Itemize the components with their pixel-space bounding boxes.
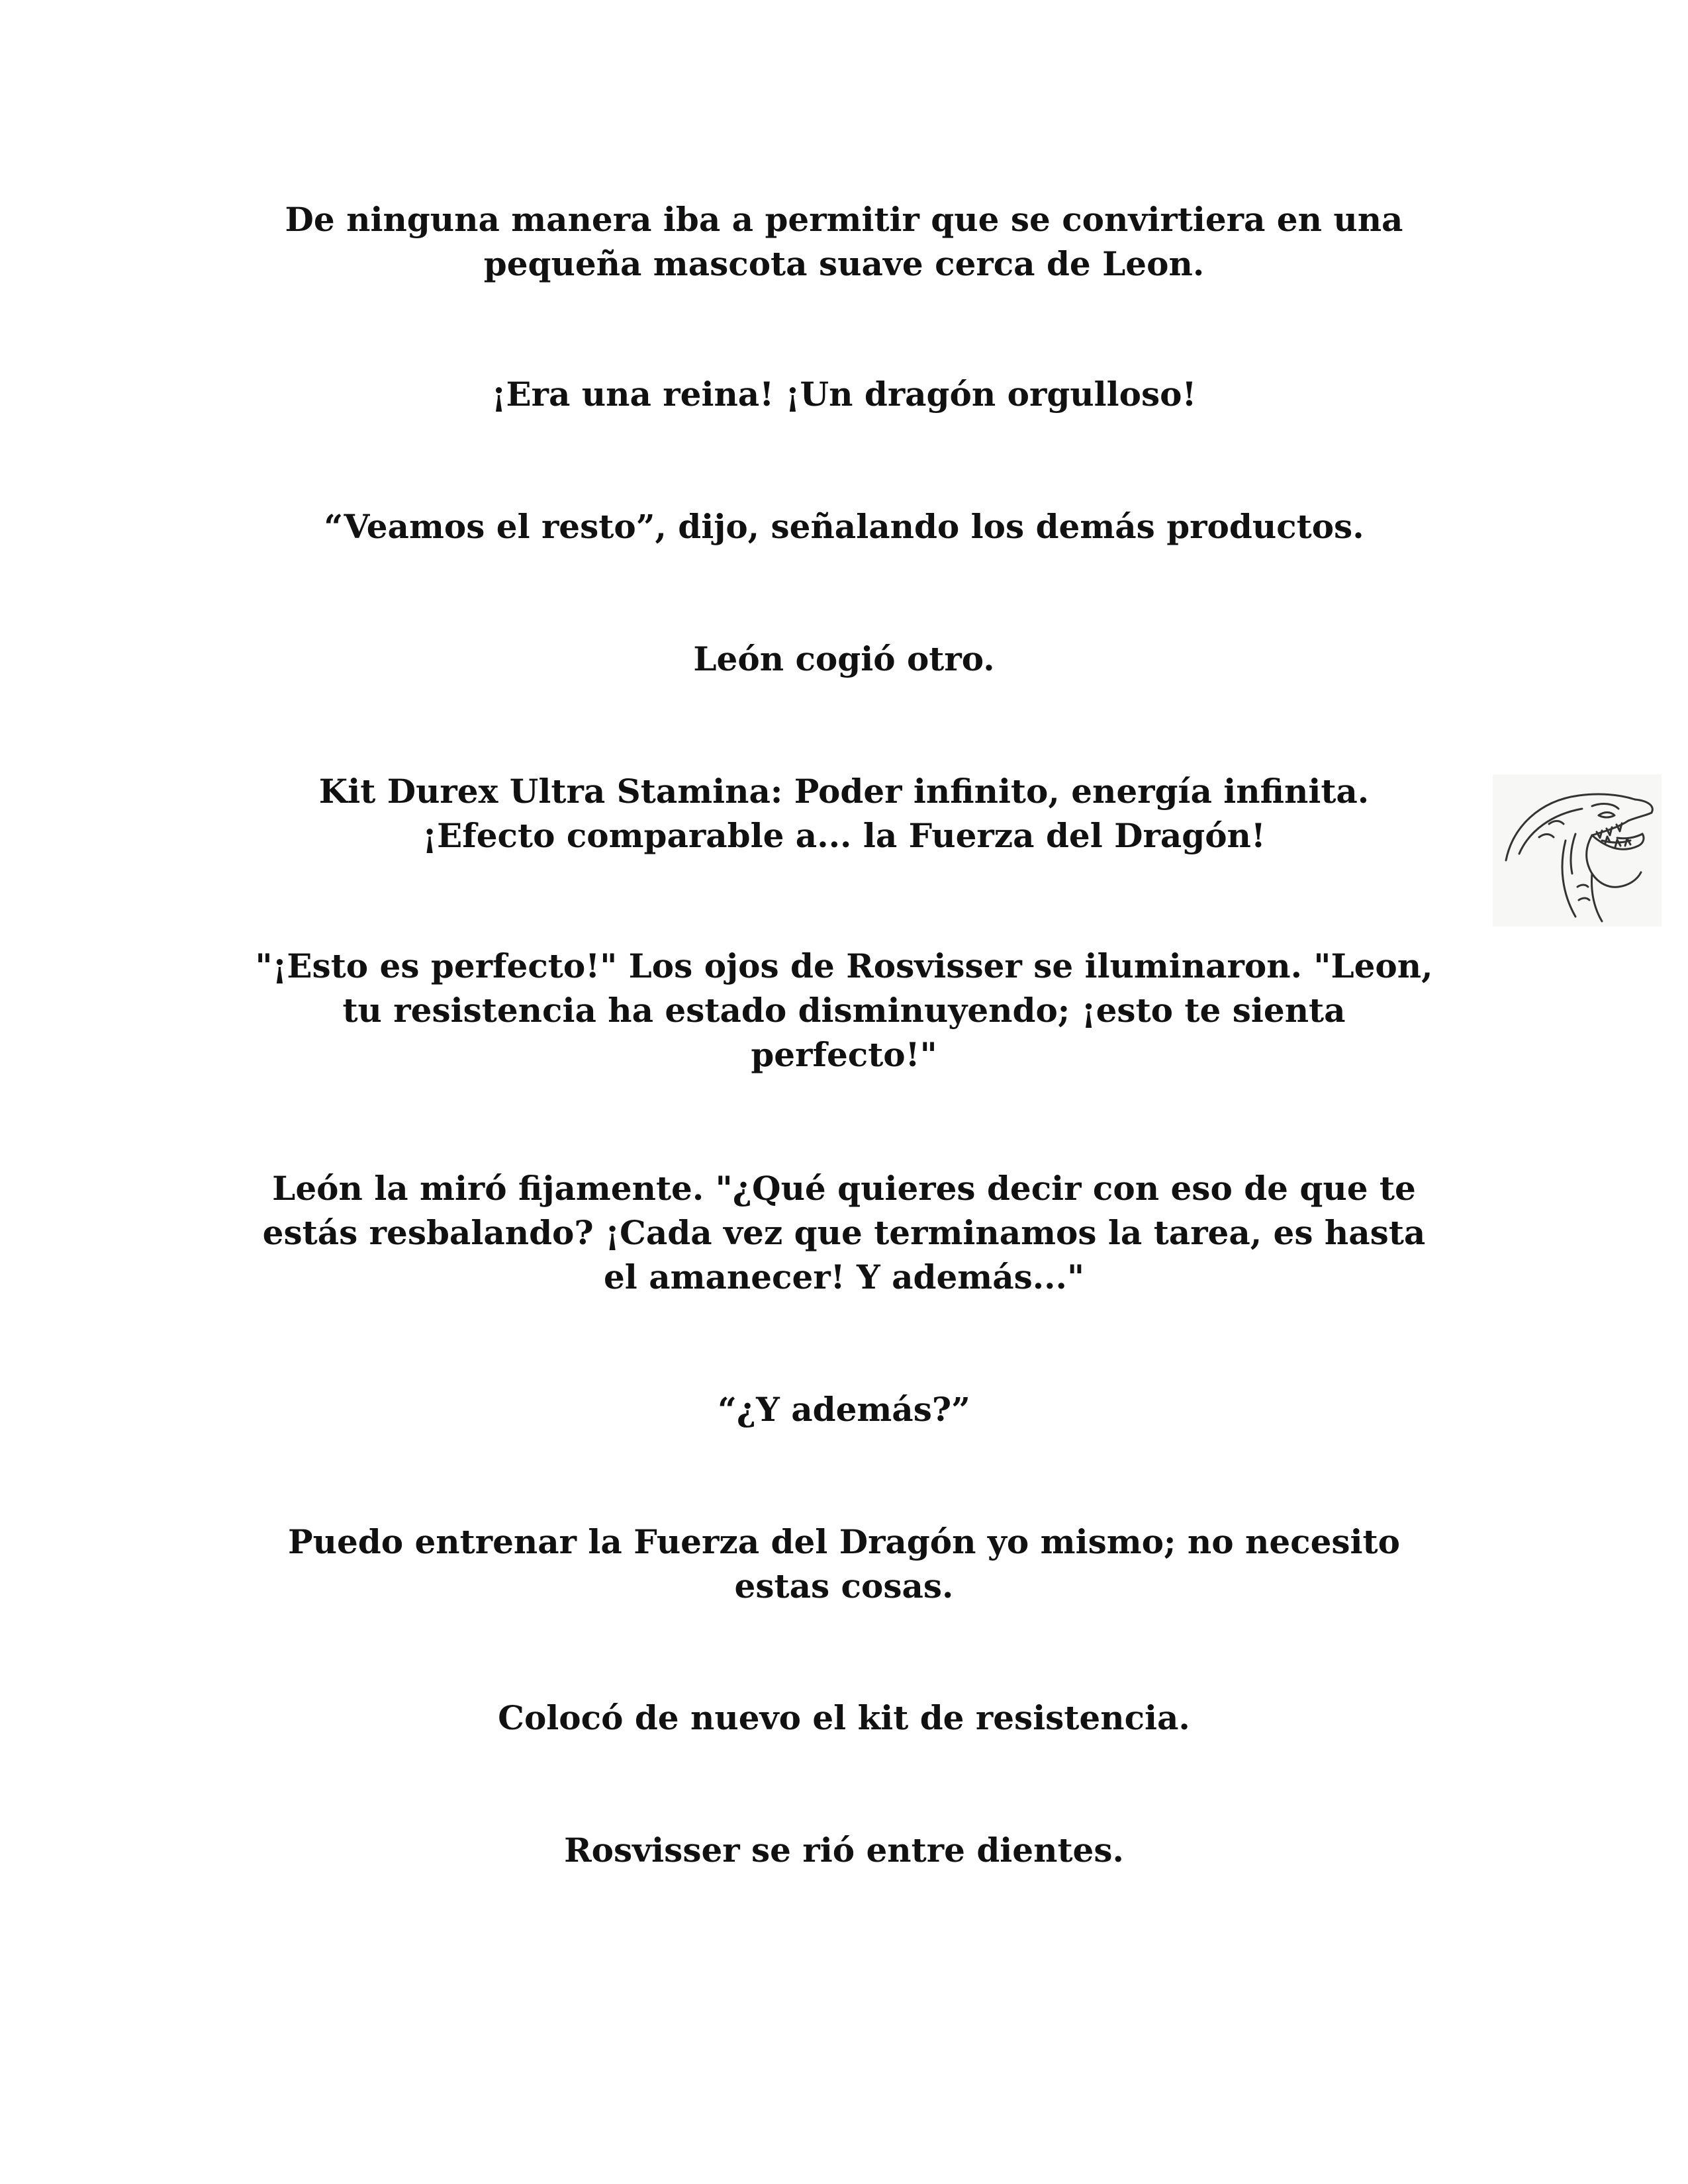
- paragraph-3: “Veamos el resto”, dijo, señalando los demás productos.: [324, 507, 1364, 546]
- paragraph-9: Puedo entrenar la Fuerza del Dragón yo mismo; no necesito estas cosas.: [288, 1522, 1400, 1606]
- paragraph-8: “¿Y además?”: [718, 1390, 970, 1429]
- paragraph-10: Colocó de nuevo el kit de resistencia.: [498, 1698, 1190, 1737]
- paragraph-11: Rosvisser se rió entre dientes.: [564, 1831, 1124, 1870]
- paragraph-4: León cogió otro.: [693, 639, 995, 678]
- paragraph-7: León la miró fijamente. "¿Qué quieres decir con eso de que te estás resbalando? ¡Cada vez que terminamos la tarea, es hasta el amanecer! Y además...": [262, 1169, 1426, 1297]
- paragraph-1: De ninguna manera iba a permitir que se convirtiera en una pequeña mascota suave cerca de Leon.: [285, 200, 1403, 283]
- paragraph-6: "¡Esto es perfecto!" Los ojos de Rosvisser se iluminaron. "Leon, tu resistencia ha estado disminuyendo; ¡esto te sienta perfecto!": [255, 946, 1433, 1074]
- paragraph-2: ¡Era una reina! ¡Un dragón orgulloso!: [491, 375, 1197, 414]
- dragon-head-sketch-icon: [1493, 774, 1662, 927]
- paragraph-5: Kit Durex Ultra Stamina: Poder infinito, energía infinita. ¡Efecto comparable a... la Fuerza del Dragón!: [318, 772, 1370, 855]
